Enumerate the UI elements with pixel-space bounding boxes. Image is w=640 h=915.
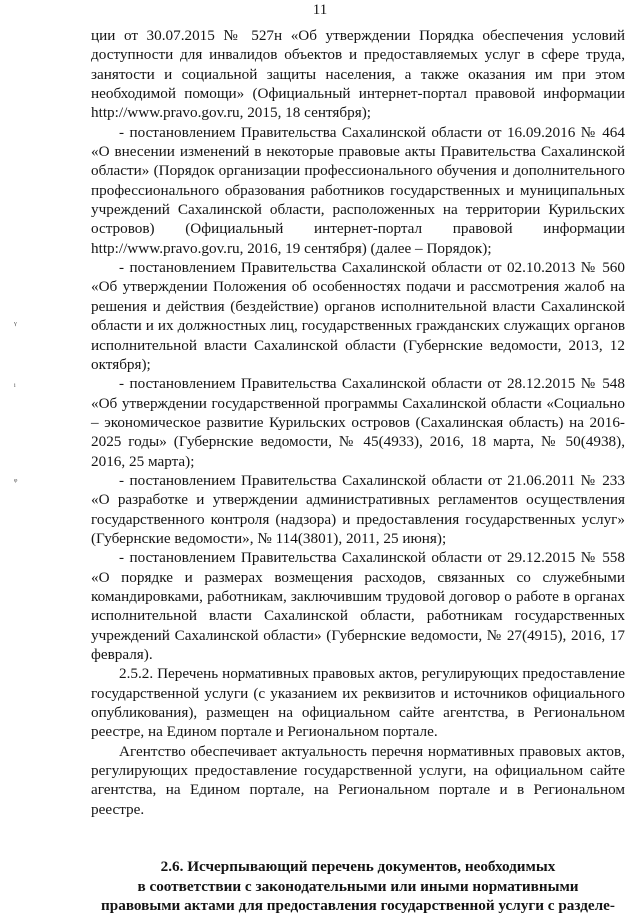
heading-line: правовыми актами для предоставления государственной услуги с разделе- <box>101 896 615 914</box>
list-item-resolution-548: - постановлением Правительства Сахалинской области от 28.12.2015 № 548 «Об утверждении государственной программы Сахалинской области «Социально – экономическое развитие Курильских островов (Сахалинская область) на 2016-2025 годы» (Губернские ведомости, № 45(4933), 2016, 18 марта, № 50(4938), 2016, 25 марта); <box>91 375 625 470</box>
list-item-resolution-558: - постановлением Правительства Сахалинской области от 29.12.2015 № 558 «О порядке и размерах возмещения расходов, связанных со служебными командировками, работникам, заключившим трудовой договор о работе в органах исполнительной власти Сахалинской области, работникам государственных учреждений Сахалинской области» (Губернские ведомости, № 27(4915), 2016, 17 февраля). <box>91 549 625 663</box>
margin-mark: ᵧ <box>14 316 17 327</box>
paragraph-continuation: ции от 30.07.2015 № 527н «Об утверждении Порядка обеспечения условий доступности для инвалидов объектов и предоставляемых услуг в сфере труда, занятости и социальной защиты населения, а также оказания им при этом необходимой помощи» (Официальный интернет-портал правовой информации http://www.pravo.gov.ru, 2015, 18 сентября); <box>91 27 625 122</box>
page-number: 11 <box>312 2 328 18</box>
heading-line: 2.6. Исчерпывающий перечень документов, необходимых <box>160 858 556 876</box>
section-heading-2-6 <box>91 857 625 915</box>
document-body <box>91 26 625 915</box>
list-item-resolution-233: - постановлением Правительства Сахалинской области от 21.06.2011 № 233 «О разработке и утверждении административных регламентов осуществления государственного контроля (надзора) и предоставления государственных услуг» (Губернские ведомости», № 114(3801), 2011, 25 июня); <box>91 471 625 547</box>
heading-line: в соответствии с законодательными или иными нормативными <box>137 877 579 895</box>
list-item-resolution-464: - постановлением Правительства Сахалинской области от 16.09.2016 № 464 «О внесении изменений в некоторые правовые акты Правительства Сахалинской области» (Порядок организации профессионального обучения и дополнительного профессионального образования работников государственных и муниципальных учреждений Сахалинской области, расположенных на территории Курильских островов) (Официальный интернет-портал правовой информации http://www.pravo.gov.ru, 2016, 19 сентября) (далее – Порядок); <box>91 123 625 257</box>
list-item-resolution-560: - постановлением Правительства Сахалинской области от 02.10.2013 № 560 «Об утверждении Положения об особенностях подачи и рассмотрения жалоб на решения и действия (бездействие) органов исполнительной власти Сахалинской области и их должностных лиц, государственных гражданских служащих органов исполнительной власти Сахалинской области (Губернские ведомости, 2013, 12 октября); <box>91 259 625 373</box>
paragraph-agency-actuality: Агентство обеспечивает актуальность перечня нормативных правовых актов, регулирующих предоставление государственной услуги, на официальном сайте агентства, на Едином портале, на Региональном портале и в Региональном реестре. <box>91 742 625 818</box>
margin-mark: ᵩ <box>14 473 18 484</box>
margin-mark: ᵢ <box>14 378 16 389</box>
paragraph-2-5-2: 2.5.2. Перечень нормативных правовых актов, регулирующих предоставление государственной услуги (с указанием их реквизитов и источников официального опубликования), размещен на официальном сайте агентства, в Региональном реестре, на Едином портале и Региональном портале. <box>91 665 625 741</box>
